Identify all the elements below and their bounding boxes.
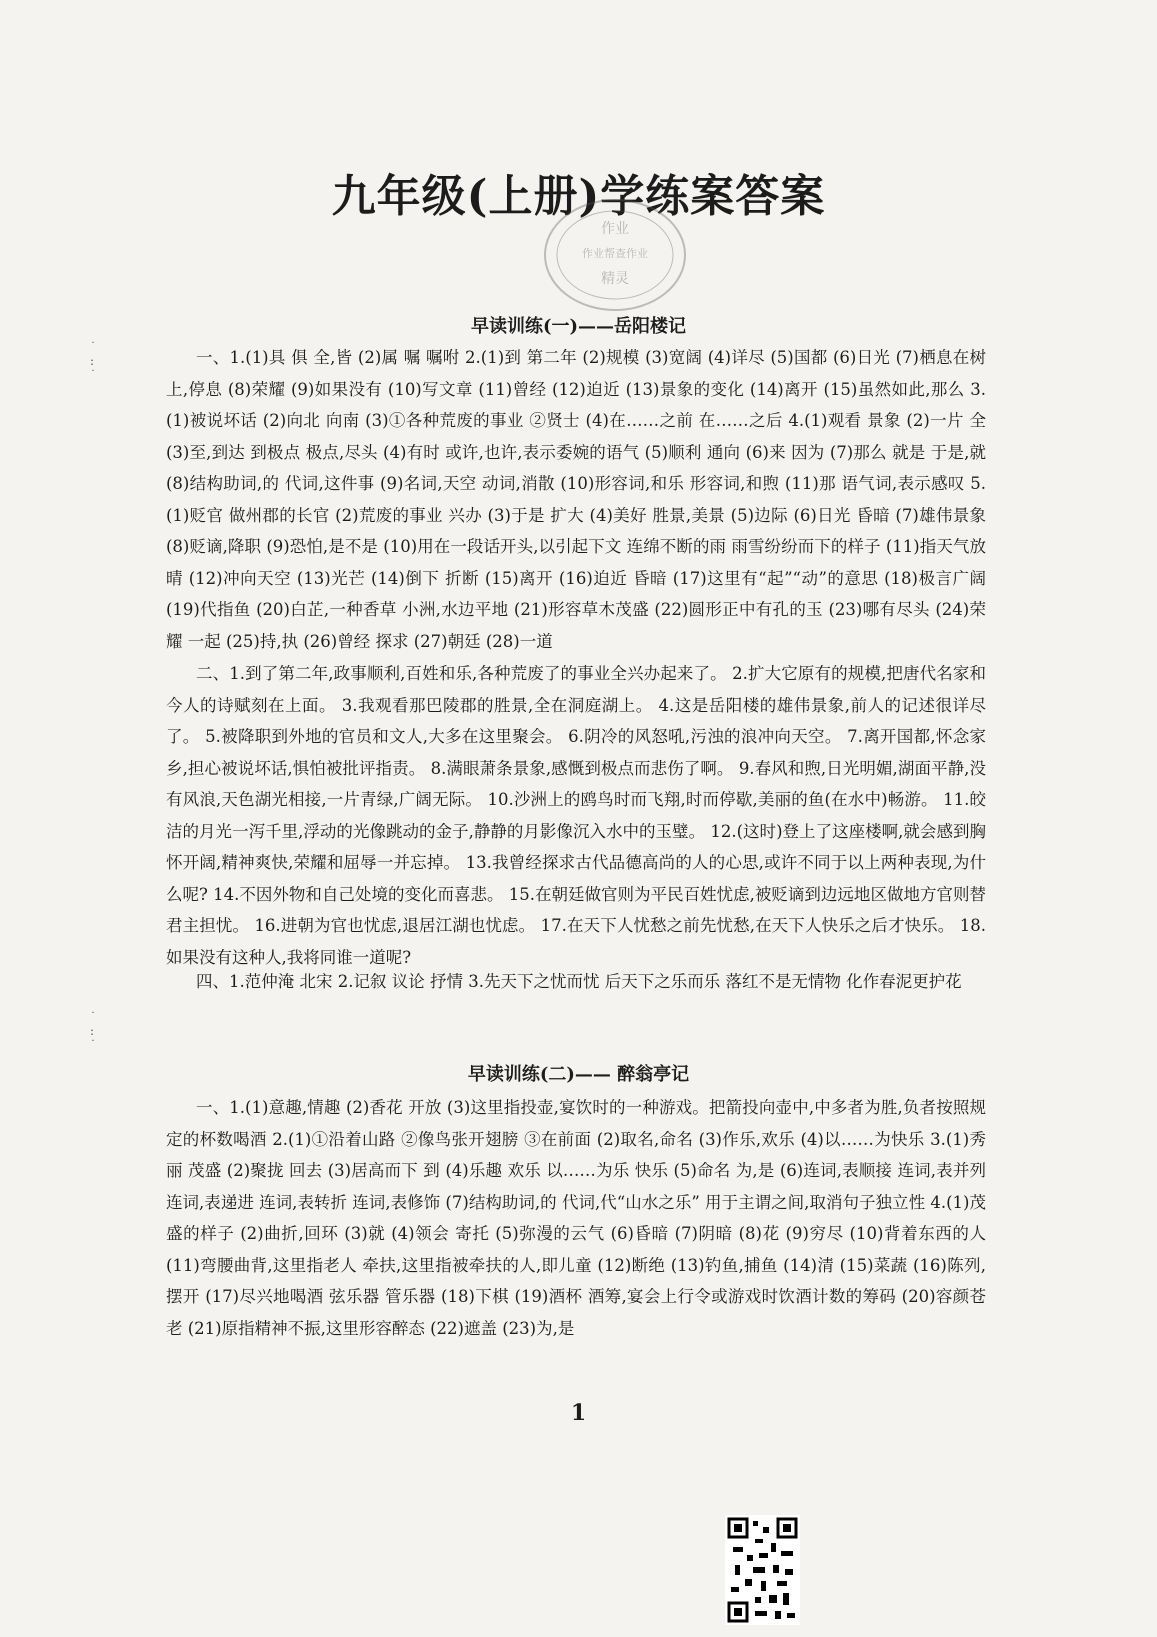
section-heading: 早读训练(一)——岳阳楼记	[470, 316, 687, 337]
page-number: 1	[570, 1400, 587, 1426]
binding-mark: ˙ : ˙	[90, 1010, 96, 1052]
page-title: 九年级(上册)学练案答案	[331, 171, 826, 222]
answer-paragraph: 四、1.范仲淹 北宋 2.记叙 议论 抒情 3.先天下之忧而忧 后天下之乐而乐 落红不是无情物 化作春泥更护花	[196, 972, 962, 991]
svg-text:作业帮查作业: 作业帮查作业	[582, 247, 648, 260]
qr-code	[725, 1515, 800, 1625]
section-heading: 早读训练(二)—— 醉翁亭记	[467, 1064, 690, 1085]
answer-paragraph: 一、1.(1)意趣,情趣 (2)香花 开放 (3)这里指投壶,宴饮时的一种游戏。把箭投向壶中,中多者为胜,负者按照规定的杯数喝酒 2.(1)①沿着山路 ②像鸟张开翅膀 ③在前面 (2)取名,命名 (3)作乐,欢乐 (4)以……为快乐 3.(1)秀丽 茂盛 (2)聚拢 回去 (3)居高而下 到 (4)乐趣 欢乐 以……为乐 快乐 (5)命名 为,是 (6)连词,表顺接 连词,表并列 连词,表递进 连词,表转折 连词,表修饰 (7)结构助词,的 代词,代“山水之乐” 用于主谓之间,取消句子独立性 4.(1)茂盛的样子 (2)曲折,回环 (3)就 (4)领会 寄托 (5)弥漫的云气 (6)昏暗 (7)阴暗 (8)花 (9)穷尽 (10)背着东西的人 (11)弯腰曲背,这里指老人 牵扶,这里指被牵扶的人,即儿童 (12)断绝 (13)钓鱼,捕鱼 (14)清 (15)菜蔬 (16)陈列,摆开 (17)尽兴地喝酒 弦乐器 管乐器 (18)下棋 (19)酒杯 酒筹,宴会上行令或游戏时饮酒计数的筹码 (20)容颜苍老 (21)原指精神不振,这里形容醉态 (22)遮盖 (23)为,是	[166, 1098, 986, 1338]
watermark-stamp	[540, 195, 690, 315]
svg-text:精灵: 精灵	[601, 271, 629, 287]
qr-code-icon	[725, 1515, 800, 1625]
answer-paragraph: 二、1.到了第二年,政事顺利,百姓和乐,各种荒废了的事业全兴办起来了。 2.扩大它原有的规模,把唐代名家和今人的诗赋刻在上面。 3.我观看那巴陵郡的胜景,全在洞庭湖上。 4.这是岳阳楼的雄伟景象,前人的记述很详尽了。 5.被降职到外地的官员和文人,大多在这里聚会。 6.阴冷的风怒吼,污浊的浪冲向天空。 7.离开国都,怀念家乡,担心被说坏话,惧怕被批评指责。 8.满眼萧条景象,感慨到极点而悲伤了啊。 9.春风和煦,日光明媚,湖面平静,没有风浪,天色湖光相接,一片青绿,广阔无际。 10.沙洲上的鸥鸟时而飞翔,时而停歇,美丽的鱼(在水中)畅游。 11.皎洁的月光一泻千里,浮动的光像跳动的金子,静静的月影像沉入水中的玉璧。 12.(这时)登上了这座楼啊,就会感到胸怀开阔,精神爽快,荣耀和屈辱一并忘掉。 13.我曾经探求古代品德高尚的人的心思,或许不同于以上两种表现,为什么呢? 14.不因外物和自己处境的变化而喜悲。 15.在朝廷做官则为平民百姓忧虑,被贬谪到边远地区做地方官则替君主担忧。 16.进朝为官也忧虑,退居江湖也忧虑。 17.在天下人忧愁之前先忧愁,在天下人快乐之后才快乐。 18.如果没有这种人,我将同谁一道呢?	[166, 664, 986, 967]
answer-paragraph: 一、1.(1)具 俱 全,皆 (2)属 嘱 嘱咐 2.(1)到 第二年 (2)规模 (3)宽阔 (4)详尽 (5)国都 (6)日光 (7)栖息在树上,停息 (8)荣耀 (9)如果没有 (10)写文章 (11)曾经 (12)迫近 (13)景象的变化 (14)离开 (15)虽然如此,那么 3.(1)被说坏话 (2)向北 向南 (3)①各种荒废的事业 ②贤士 (4)在……之前 在……之后 4.(1)观看 景象 (2)一片 全 (3)至,到达 到极点 极点,尽头 (4)有时 或许,也许,表示委婉的语气 (5)顺利 通向 (6)来 因为 (7)那么 就是 于是,就 (8)结构助词,的 代词,这件事 (9)名词,天空 动词,消散 (10)形容词,和乐 形容词,和煦 (11)那 语气词,表示感叹 5.(1)贬官 做州郡的长官 (2)荒废的事业 兴办 (3)于是 扩大 (4)美好 胜景,美景 (5)边际 (6)日光 昏暗 (7)雄伟景象 (8)贬谪,降职 (9)恐怕,是不是 (10)用在一段话开头,以引起下文 连绵不断的雨 雨雪纷纷而下的样子 (11)指天气放晴 (12)冲向天空 (13)光芒 (14)倒下 折断 (15)离开 (16)迫近 昏暗 (17)这里有“起”“动”的意思 (18)极言广阔 (19)代指鱼 (20)白芷,一种香草 小洲,水边平地 (21)形容草木茂盛 (22)圆形正中有孔的玉 (23)哪有尽头 (24)荣耀 一起 (25)持,执 (26)曾经 探求 (27)朝廷 (28)一道	[166, 348, 986, 651]
binding-mark: ˙ : ˙	[90, 340, 96, 382]
stamp-icon	[540, 195, 690, 315]
svg-text:作业: 作业	[601, 221, 629, 237]
